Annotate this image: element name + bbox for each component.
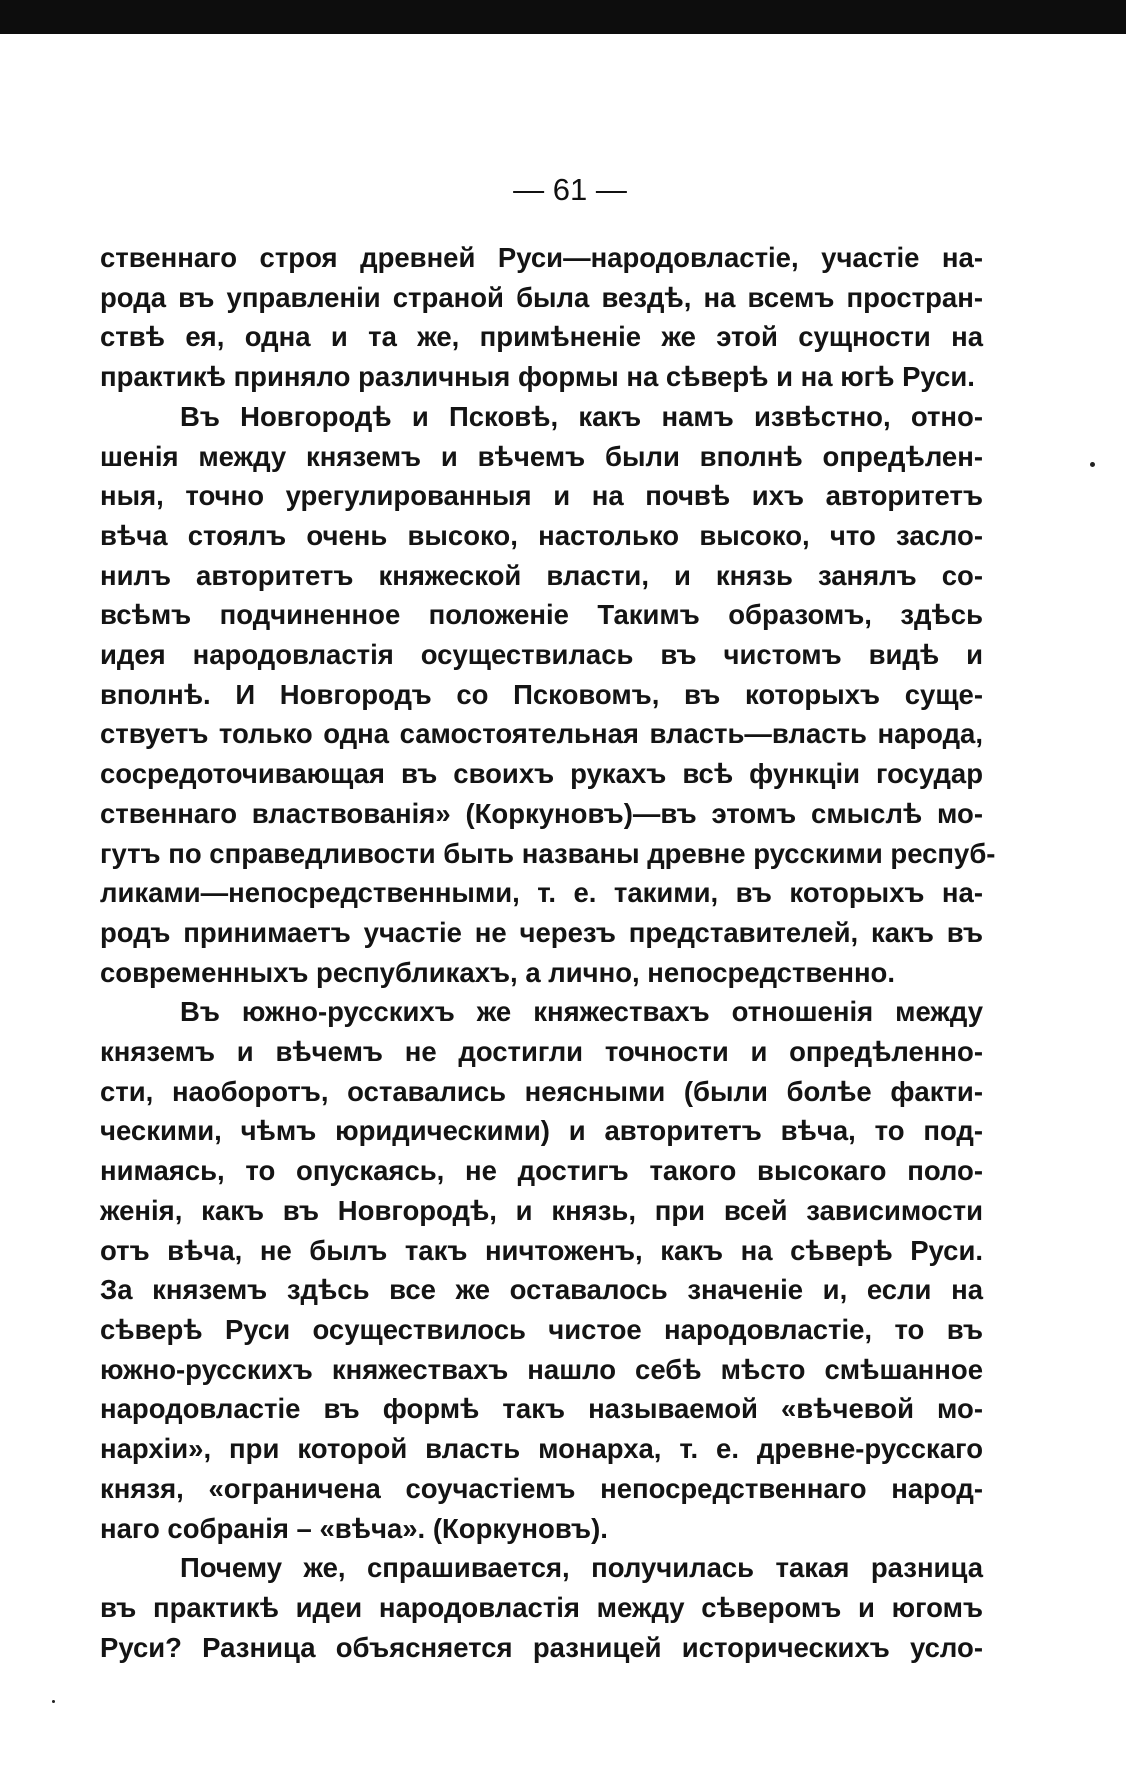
text-line: Почему же, спрашивается, получилась такая разница <box>180 1552 983 1584</box>
text-line: нархіи», при которой власть монарха, т. е. древне-русскаго <box>100 1433 983 1465</box>
paragraph-2 <box>100 397 996 993</box>
text-line: родъ принимаетъ участіе не черезъ представителей, какъ въ <box>100 916 983 948</box>
text-line: въ практикѣ идеи народовластія между сѣверомъ и югомъ <box>100 1591 983 1623</box>
text-line: ственнаго властвованія» (Коркуновъ)—въ этомъ смыслѣ мо- <box>100 797 983 829</box>
text-line: шенія между княземъ и вѣчемъ были вполнѣ опредѣлен- <box>100 440 983 472</box>
text-line: наго собранія – «вѣча». (Коркуновъ). <box>100 1512 608 1544</box>
text-line: вѣча стоялъ очень высоко, настолько высоко, что засло- <box>100 519 983 551</box>
text-line: вполнѣ. И Новгородъ со Псковомъ, въ которыхъ суще- <box>100 678 983 710</box>
text-line: Руси? Разница объясняется разницей историческихъ усло- <box>100 1631 983 1663</box>
paragraph-3 <box>100 992 983 1548</box>
scan-top-border <box>0 0 1126 34</box>
text-line: южно-русскихъ княжествахъ нашло себѣ мѣсто смѣшанное <box>100 1353 983 1385</box>
text-line: гутъ по справедливости быть названы древне русскими респуб- <box>100 837 996 869</box>
text-line: нилъ авторитетъ княжеской власти, и князь занялъ со- <box>100 559 983 591</box>
text-line: современныхъ республикахъ, а лично, непосредственно. <box>100 956 895 988</box>
text-line: сѣверѣ Руси осуществилось чистое народовластіе, то въ <box>100 1313 983 1345</box>
page-number: — 61 — <box>513 172 627 207</box>
text-line: князя, «ограничена соучастіемъ непосредственнаго народ- <box>100 1472 983 1504</box>
paragraph-1 <box>100 238 983 397</box>
text-line: рода въ управленіи страной была вездѣ, на всемъ простран- <box>100 281 983 313</box>
paragraph-4 <box>100 1548 983 1667</box>
text-line: ческими, чѣмъ юридическими) и авторитетъ вѣча, то под- <box>100 1115 983 1147</box>
text-line: сти, наоборотъ, оставались неясными (были болѣе факти- <box>100 1075 983 1107</box>
text-line: ственнаго строя древней Руси—народовластіе, участіе на- <box>100 242 983 273</box>
body-text <box>100 238 996 1667</box>
text-line: княземъ и вѣчемъ не достигли точности и опредѣленно- <box>100 1036 983 1068</box>
text-line: За княземъ здѣсь все же оставалось значеніе и, если на <box>100 1274 983 1306</box>
text-line: нимаясь, то опускаясь, не достигъ такого высокаго поло- <box>100 1155 983 1187</box>
text-line: женія, какъ въ Новгородѣ, и князь, при всей зависимости <box>100 1194 983 1226</box>
text-line: ныя, точно урегулированныя и на почвѣ ихъ авторитетъ <box>100 480 983 512</box>
scan-speck <box>52 1700 55 1703</box>
text-line: идея народовластія осуществилась въ чистомъ видѣ и <box>100 639 983 671</box>
scan-speck <box>1090 462 1095 467</box>
text-line: народовластіе въ формѣ такъ называемой «вѣчевой мо- <box>100 1393 983 1425</box>
text-line: Въ Новгородѣ и Псковѣ, какъ намъ извѣстно, отно- <box>180 400 983 432</box>
text-line: практикѣ приняло различныя формы на сѣверѣ и на югѣ Руси. <box>100 361 975 393</box>
text-line: сосредоточивающая въ своихъ рукахъ всѣ функціи государ <box>100 758 983 790</box>
text-line: ликами—непосредственными, т. е. такими, въ которыхъ на- <box>100 877 983 909</box>
text-line: отъ вѣча, не былъ такъ ничтоженъ, какъ на сѣверѣ Руси. <box>100 1234 983 1266</box>
text-line: всѣмъ подчиненное положеніе Такимъ образомъ, здѣсь <box>100 599 983 631</box>
text-line: ствуетъ только одна самостоятельная власть—власть народа, <box>100 718 983 750</box>
text-line: Въ южно-русскихъ же княжествахъ отношенія между <box>180 996 983 1028</box>
text-line: ствѣ ея, одна и та же, примѣненіе же этой сущности на <box>100 321 983 353</box>
